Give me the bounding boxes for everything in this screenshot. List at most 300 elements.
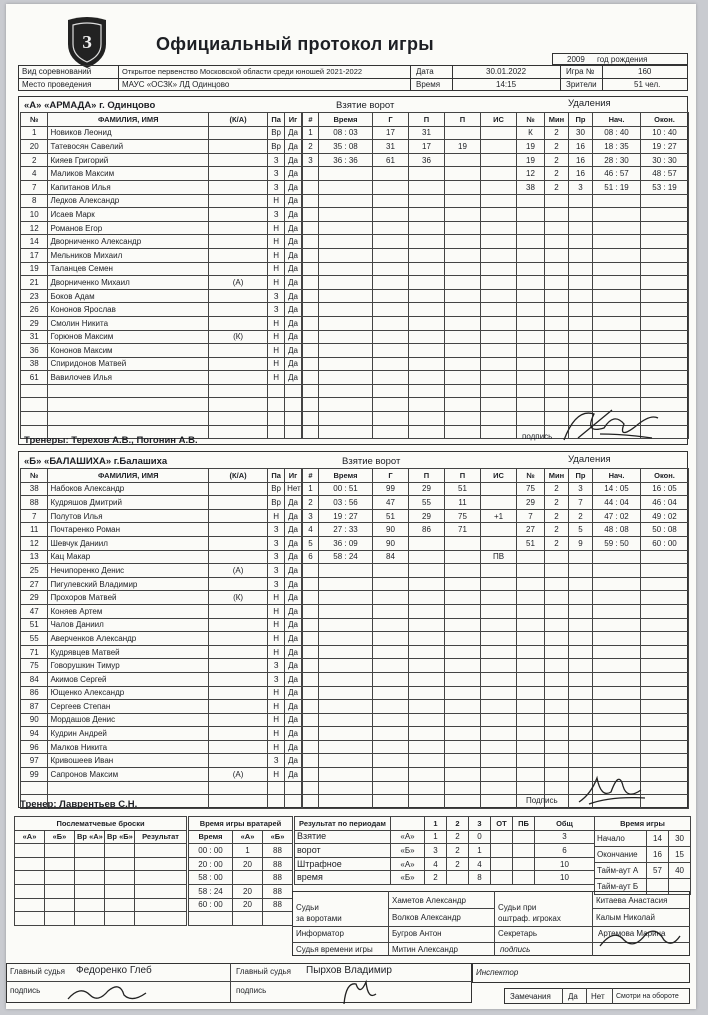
table-cell: Вр	[268, 482, 285, 496]
table-cell	[209, 140, 268, 154]
table-cell: Да	[285, 496, 302, 510]
table-cell	[481, 604, 517, 618]
table-cell: 00 : 00	[189, 844, 233, 858]
table-cell: К	[517, 126, 545, 140]
table-row	[21, 412, 302, 426]
table-cell: 2	[569, 509, 593, 523]
table-cell	[517, 344, 545, 358]
column-header: Время	[319, 113, 373, 127]
table-cell: З	[268, 564, 285, 578]
timekeeper: Митин Александр	[392, 945, 458, 954]
table-cell	[105, 871, 135, 885]
table-row	[303, 618, 517, 632]
table-cell	[319, 235, 373, 249]
table-cell	[373, 727, 409, 741]
table-row	[21, 153, 302, 167]
table-row	[303, 208, 517, 222]
table-cell: 2	[303, 496, 319, 510]
table-row	[517, 344, 689, 358]
table-cell	[303, 180, 319, 194]
table-cell: Кац Макар	[48, 550, 209, 564]
table-row	[303, 316, 517, 330]
table-cell: 60 : 00	[189, 898, 233, 912]
table-cell: З	[268, 672, 285, 686]
table-cell: 55	[409, 496, 445, 510]
header-row	[517, 469, 689, 483]
table-cell: 36 : 36	[319, 153, 373, 167]
table-row	[21, 672, 302, 686]
table-cell: 71	[21, 645, 48, 659]
table-cell	[209, 659, 268, 673]
table-cell: 90	[373, 523, 409, 537]
table-cell	[135, 912, 187, 926]
table-row	[303, 523, 517, 537]
table-row	[517, 221, 689, 235]
table-cell	[268, 781, 285, 795]
table-row	[303, 509, 517, 523]
table-cell: (А)	[209, 564, 268, 578]
table-cell: Н	[268, 221, 285, 235]
table-cell	[641, 564, 689, 578]
table-cell	[409, 412, 445, 426]
table-cell: Дворниченко Михаил	[48, 276, 209, 290]
table-cell	[641, 344, 689, 358]
table-cell	[445, 208, 481, 222]
table-cell	[445, 425, 481, 439]
table-cell	[319, 686, 373, 700]
table-cell: 31	[21, 330, 48, 344]
table-cell	[641, 686, 689, 700]
table-cell	[303, 740, 319, 754]
table-cell	[409, 303, 445, 317]
table-cell: 55	[21, 632, 48, 646]
table-cell	[319, 659, 373, 673]
table-cell	[593, 235, 641, 249]
table-row	[303, 550, 517, 564]
table-row	[303, 180, 517, 194]
period-row-label: ворот	[295, 844, 391, 858]
table-cell	[445, 262, 481, 276]
table-cell	[373, 672, 409, 686]
table-row	[21, 727, 302, 741]
table-cell	[545, 208, 569, 222]
table-cell: 87	[21, 700, 48, 714]
table-cell	[593, 672, 641, 686]
table-row	[15, 844, 187, 858]
table-cell: Тайм-аут А	[595, 862, 647, 878]
table-cell	[303, 289, 319, 303]
table-row	[15, 884, 187, 898]
table-row	[303, 330, 517, 344]
table-cell	[517, 713, 545, 727]
table-cell: 9	[569, 536, 593, 550]
table-cell	[517, 371, 545, 385]
table-cell	[209, 577, 268, 591]
table-cell: Н	[268, 768, 285, 782]
table-row	[21, 700, 302, 714]
game-no-label: Игра №	[566, 67, 595, 76]
table-cell	[517, 194, 545, 208]
table-cell	[481, 564, 517, 578]
table-cell	[445, 604, 481, 618]
table-cell	[48, 384, 209, 398]
table-cell	[303, 618, 319, 632]
table-row	[21, 221, 302, 235]
table-cell: З	[268, 754, 285, 768]
table-cell	[285, 425, 302, 439]
table-row	[303, 591, 517, 605]
table-cell: Вр	[268, 140, 285, 154]
table-cell: 2	[545, 167, 569, 181]
table-cell	[445, 180, 481, 194]
table-cell	[409, 167, 445, 181]
table-cell	[319, 248, 373, 262]
team-a-coaches: Тренеры: Терехов А.В., Погонин А.В.	[24, 435, 198, 446]
column-header: Вр «Б»	[105, 830, 135, 844]
table-cell	[409, 713, 445, 727]
table-cell	[513, 844, 535, 858]
table-cell	[545, 645, 569, 659]
table-cell: Акимов Сергей	[48, 672, 209, 686]
table-row	[21, 632, 302, 646]
table-row	[303, 194, 517, 208]
table-cell: З	[268, 180, 285, 194]
table-cell	[445, 276, 481, 290]
table-cell	[373, 604, 409, 618]
table-cell	[268, 412, 285, 426]
table-cell	[319, 577, 373, 591]
table-cell	[641, 330, 689, 344]
team-a-roster	[20, 112, 302, 439]
column-header: #	[303, 113, 319, 127]
column-header: ФАМИЛИЯ, ИМЯ	[48, 469, 209, 483]
table-cell	[303, 604, 319, 618]
table-cell	[513, 871, 535, 885]
table-cell	[373, 618, 409, 632]
table-row	[189, 884, 293, 898]
table-cell: Да	[285, 180, 302, 194]
table-cell	[209, 357, 268, 371]
table-row	[517, 482, 689, 496]
table-cell: 17	[373, 126, 409, 140]
table-cell: 86	[409, 523, 445, 537]
table-cell	[209, 700, 268, 714]
table-cell: (А)	[209, 768, 268, 782]
protocol-sheet	[6, 4, 696, 1009]
table-cell	[517, 316, 545, 330]
table-cell	[545, 194, 569, 208]
table-cell: Да	[285, 153, 302, 167]
table-cell	[569, 289, 593, 303]
table-cell: 3	[535, 830, 595, 844]
table-cell	[319, 316, 373, 330]
table-cell	[209, 781, 268, 795]
remarks-yes[interactable]: Да	[568, 992, 578, 1001]
table-cell	[481, 384, 517, 398]
table-cell	[569, 303, 593, 317]
table-cell	[641, 591, 689, 605]
table-row	[15, 871, 187, 885]
table-cell	[319, 357, 373, 371]
table-cell	[445, 412, 481, 426]
table-cell: 1	[469, 844, 491, 858]
table-cell	[373, 686, 409, 700]
table-cell	[569, 727, 593, 741]
table-cell: Да	[285, 140, 302, 154]
table-cell	[373, 591, 409, 605]
table-cell	[303, 700, 319, 714]
table-cell	[209, 384, 268, 398]
table-cell: 75	[517, 482, 545, 496]
table-cell	[373, 713, 409, 727]
main-judge-1-sign-label: подпись	[10, 986, 41, 995]
table-cell: 00 : 51	[319, 482, 373, 496]
table-row	[303, 645, 517, 659]
table-cell	[569, 550, 593, 564]
table-cell	[319, 194, 373, 208]
table-row	[21, 713, 302, 727]
table-cell	[513, 830, 535, 844]
table-cell: Мельников Михаил	[48, 248, 209, 262]
table-cell: 84	[373, 550, 409, 564]
table-cell: Набоков Александр	[48, 482, 209, 496]
table-cell: Кононов Ярослав	[48, 303, 209, 317]
table-cell: 88	[21, 496, 48, 510]
remarks-label: Замечания	[510, 992, 551, 1001]
main-judge-2-sign-label: подпись	[236, 986, 267, 995]
table-row	[303, 768, 517, 782]
spectators-label: Зрители	[566, 80, 597, 89]
period-row-label: время	[295, 871, 391, 885]
table-cell: 1	[233, 844, 263, 858]
table-cell	[445, 686, 481, 700]
table-cell	[303, 686, 319, 700]
table-cell	[593, 344, 641, 358]
table-cell: Дворниченко Александр	[48, 235, 209, 249]
table-cell: Горюнов Максим	[48, 330, 209, 344]
table-cell: 51 : 19	[593, 180, 641, 194]
table-cell	[105, 844, 135, 858]
table-cell: 1	[21, 126, 48, 140]
table-cell	[409, 208, 445, 222]
table-cell	[303, 167, 319, 181]
table-cell	[545, 659, 569, 673]
table-cell	[593, 740, 641, 754]
table-cell	[319, 412, 373, 426]
table-cell: Чалов Даниил	[48, 618, 209, 632]
column-header: #	[303, 469, 319, 483]
shootout-title: Послематчевые броски	[15, 817, 187, 831]
table-cell	[481, 482, 517, 496]
table-cell	[641, 632, 689, 646]
table-cell	[481, 303, 517, 317]
table-cell: 16 : 05	[641, 482, 689, 496]
table-cell	[517, 604, 545, 618]
game-no: 160	[638, 67, 652, 76]
table-cell	[569, 604, 593, 618]
table-row	[21, 659, 302, 673]
table-cell: 0	[469, 830, 491, 844]
table-cell	[409, 645, 445, 659]
column-header: Г	[373, 469, 409, 483]
table-cell	[481, 167, 517, 181]
table-cell	[303, 384, 319, 398]
table-cell	[593, 384, 641, 398]
table-cell: Да	[285, 686, 302, 700]
table-cell: 26	[21, 303, 48, 317]
table-cell	[545, 344, 569, 358]
table-cell	[303, 425, 319, 439]
table-row	[517, 289, 689, 303]
table-row	[15, 857, 187, 871]
table-cell	[593, 357, 641, 371]
table-cell	[409, 221, 445, 235]
table-cell	[409, 384, 445, 398]
column-header: Мин	[545, 113, 569, 127]
table-cell: 16	[569, 140, 593, 154]
time-label: Время	[416, 80, 441, 89]
table-cell: Да	[285, 727, 302, 741]
table-cell: Н	[268, 248, 285, 262]
table-cell	[481, 262, 517, 276]
table-cell: Да	[285, 344, 302, 358]
league-logo	[64, 14, 110, 70]
table-cell	[481, 577, 517, 591]
team-b-sign-label: Подпись	[526, 796, 558, 805]
table-cell: 2	[545, 180, 569, 194]
table-cell	[373, 208, 409, 222]
competition-label: Вид соревнований	[22, 67, 92, 76]
table-row	[517, 194, 689, 208]
table-cell: 30	[669, 830, 691, 846]
table-cell: 7	[517, 509, 545, 523]
table-cell	[517, 330, 545, 344]
table-cell: 19	[445, 140, 481, 154]
table-cell	[517, 276, 545, 290]
table-cell	[209, 262, 268, 276]
table-row	[517, 509, 689, 523]
table-row	[517, 384, 689, 398]
table-cell: Н	[268, 316, 285, 330]
table-cell: 17	[21, 248, 48, 262]
table-cell	[209, 604, 268, 618]
table-row	[303, 425, 517, 439]
table-cell	[445, 384, 481, 398]
column-header: 2	[447, 817, 469, 831]
table-cell	[303, 316, 319, 330]
table-cell	[545, 564, 569, 578]
table-cell	[45, 884, 75, 898]
table-cell: 90	[373, 536, 409, 550]
table-cell	[409, 700, 445, 714]
table-cell	[319, 398, 373, 412]
table-row	[303, 303, 517, 317]
table-cell	[373, 167, 409, 181]
column-header: «Б»	[45, 830, 75, 844]
table-cell	[209, 523, 268, 537]
header-row	[21, 113, 302, 127]
table-cell	[569, 276, 593, 290]
table-cell	[593, 700, 641, 714]
team-a-penalties	[516, 112, 689, 439]
table-cell	[445, 781, 481, 795]
table-cell: 53 : 19	[641, 180, 689, 194]
table-cell	[481, 496, 517, 510]
table-row	[303, 659, 517, 673]
table-cell	[15, 857, 45, 871]
table-cell: Вр	[268, 126, 285, 140]
table-cell	[641, 618, 689, 632]
table-cell: 20	[233, 884, 263, 898]
shootout-table	[14, 816, 187, 926]
table-cell	[409, 686, 445, 700]
table-cell: Новиков Леонид	[48, 126, 209, 140]
table-cell	[319, 371, 373, 385]
table-cell	[319, 591, 373, 605]
table-row	[517, 357, 689, 371]
table-cell	[545, 316, 569, 330]
table-cell: Малков Никита	[48, 740, 209, 754]
table-cell: 38	[21, 357, 48, 371]
table-cell: Да	[285, 672, 302, 686]
table-cell	[209, 371, 268, 385]
table-cell	[481, 194, 517, 208]
table-cell: 11	[21, 523, 48, 537]
table-cell	[481, 536, 517, 550]
remarks-no[interactable]: Нет	[591, 992, 605, 1001]
table-cell	[209, 509, 268, 523]
table-cell: 38	[21, 482, 48, 496]
table-cell	[445, 371, 481, 385]
table-cell	[75, 871, 105, 885]
period-row	[295, 871, 595, 885]
table-cell	[409, 659, 445, 673]
column-header: ПБ	[513, 817, 535, 831]
table-cell	[319, 276, 373, 290]
period-row-label: Взятие	[295, 830, 391, 844]
table-cell	[481, 344, 517, 358]
table-cell	[641, 194, 689, 208]
table-cell: Н	[268, 740, 285, 754]
table-cell	[517, 754, 545, 768]
table-cell	[373, 564, 409, 578]
table-cell	[319, 700, 373, 714]
competition-name: Открытое первенство Московской области среди юношей 2021-2022	[122, 67, 363, 76]
table-cell	[445, 740, 481, 754]
table-row	[21, 645, 302, 659]
table-cell	[545, 632, 569, 646]
table-cell	[481, 713, 517, 727]
table-cell: 30	[569, 126, 593, 140]
table-cell	[135, 871, 187, 885]
table-cell: 29	[409, 482, 445, 496]
table-cell	[593, 248, 641, 262]
goalie-title: Время игры вратарей	[189, 817, 293, 831]
table-cell	[569, 384, 593, 398]
table-row	[21, 180, 302, 194]
table-cell: Да	[285, 235, 302, 249]
table-row	[517, 303, 689, 317]
table-cell	[491, 871, 513, 885]
goalie-title-row	[189, 817, 293, 831]
table-cell	[517, 591, 545, 605]
table-row	[21, 496, 302, 510]
table-cell	[481, 221, 517, 235]
table-row	[517, 262, 689, 276]
goal-judges-label: Судьи за воротами	[296, 903, 342, 923]
table-cell	[569, 208, 593, 222]
table-cell	[481, 248, 517, 262]
